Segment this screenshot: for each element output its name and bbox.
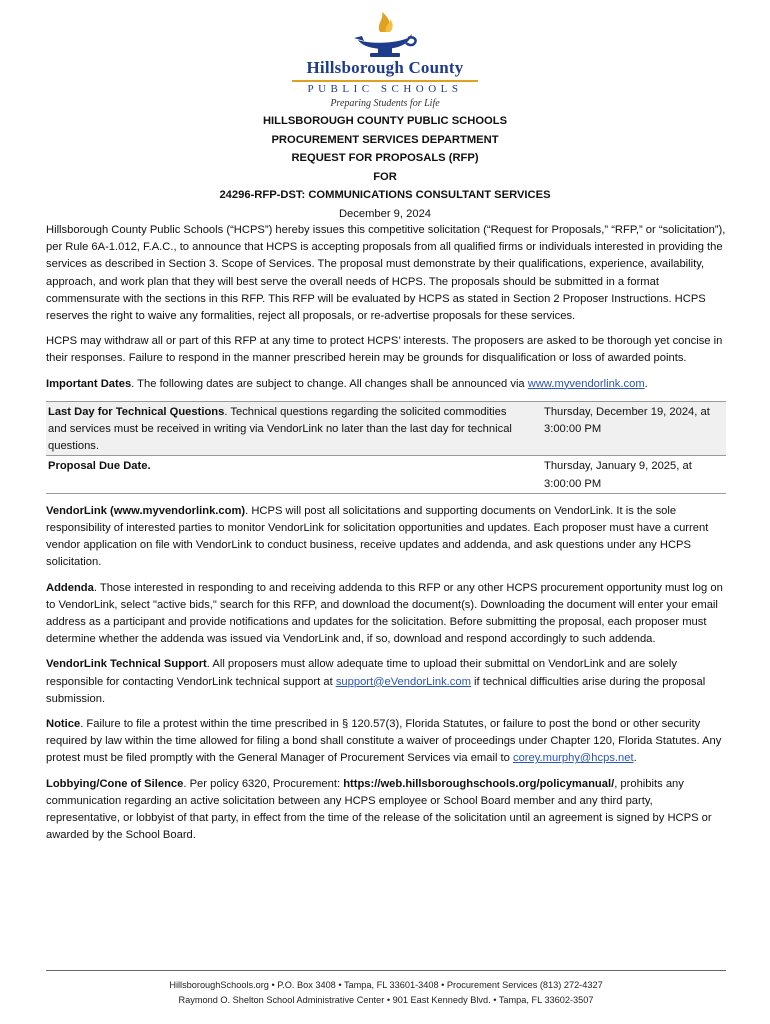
procurement-email-link[interactable]: corey.murphy@hcps.net <box>512 752 634 765</box>
issue-date: December 9, 2024 <box>338 207 432 220</box>
heading-line-2: PROCUREMENT SERVICES DEPARTMENT <box>271 133 499 146</box>
heading-line-3: REQUEST FOR PROPOSALS (RFP) <box>291 152 479 164</box>
heading-line-5: 24296-RFP-DST: COMMUNICATIONS CONSULTANT SERVICES <box>219 189 551 201</box>
notice-text: . Failure to file a protest within the time prescribed in § 120.57(3), Florida Statutes, or failure to post the bond or other security required by law within the time allowed for filing a bond shall constitute a waiver of proceedings under Chapter 120, Florida Statutes. Any protest must be filed promptly with the General Manager of Procurement Services via email to <box>46 718 722 765</box>
notice-label: Notice <box>46 718 81 731</box>
lamp-of-learning-icon <box>350 10 420 60</box>
technical-questions-text: . Technical questions regarding the solicited commodities and services must be received in writing via VendorLink no later than the last day for technical questions. <box>48 405 512 453</box>
logo-divider <box>292 80 478 82</box>
important-dates-label: Important Dates <box>46 377 132 390</box>
lobbying-text-1: . Per policy 6320, Procurement: <box>183 777 344 790</box>
technical-support-label: VendorLink Technical Support <box>46 658 207 671</box>
intro-paragraph-1: Hillsborough County Public Schools (“HCPS”) hereby issues this competitive solicitation (“Request for Proposals,” “RFP,” or “solicitation”), per Rule 6A-1.012, F.A.C., to announce that HCPS is accepting proposals from all qualified firms or individuals interested in providing the services as described in Section 3. Scope of Services. The proposal must demonstrate by their qualifications, experience, availability, approach, and work plan that they will best serve the overall needs of HCPS. The proposals should be submitted in a format commensurate with the sections in this RFP. This RFP will be evaluated by HCPS as stated in Section 2 Proposer Instructions. HCPS reserves the right to waive any formalities, reject all proposals, or re-advertise proposals for these services. <box>46 224 726 323</box>
technical-support-end: if technical difficulties arise during the proposal submission. <box>46 675 706 705</box>
intro-paragraph-2: HCPS may withdraw all or part of this RFP at any time to protect HCPS’ interests. The proposers are asked to be thorough yet concise in their responses. Failure to respond in the manner prescribed herein may be grounds for disqualification or loss of awarded points. <box>46 335 723 365</box>
lobbying-text-2: , prohibits any communication regarding an active solicitation between any HCPS employee or School Board member and any third party, representative, or lobbyist of that party, in effect from the time of the release of the solicitation until an agreement is signed by HCPS or awarded by the School Board. <box>46 777 712 842</box>
proposal-due-cell <box>46 456 542 493</box>
important-dates-paragraph <box>46 376 726 393</box>
addenda-text: . Those interested in responding to and receiving addenda to this RFP or any other HCPS procurement opportunity must log on to VendorLink, select "active bids," search for this RFP, and download the document(s). Downloading the document will enter your email address as a participant and provide notifications and updates for the solicitation. Before submitting the proposal, each proposer must determine whether the addenda was issued via VendorLink and, if so, download and respond accordingly to such addenda. <box>46 581 723 646</box>
lobbying-label: Lobbying/Cone of Silence <box>46 777 184 790</box>
logo-subtitle: PUBLIC SCHOOLS <box>307 83 463 95</box>
logo-wordmark: Hillsborough County <box>306 58 464 77</box>
table-row <box>46 401 726 456</box>
footer-address-line-2: Raymond O. Shelton School Administrative Center • 901 East Kennedy Blvd. • Tampa, FL 33602-3507 <box>178 995 594 1005</box>
vendorlink-text: . HCPS will post all solicitations and supporting documents on VendorLink. It is the sole responsibility of interested parties to monitor VendorLink for solicitation opportunities and updates. Each proposer must have a current vendor application on file with VendorLink to conduct business, receive updates and addenda, and ask questions under any HCPS solicitation. <box>46 504 709 569</box>
vendorlink-paragraph <box>46 503 726 572</box>
logo-tagline: Preparing Students for Life <box>330 98 440 109</box>
notice-end: . <box>633 752 637 765</box>
proposal-due-date: Thursday, January 9, 2025, at 3:00:00 PM <box>542 456 726 493</box>
page-footer <box>46 970 726 1008</box>
addenda-label: Addenda <box>46 581 94 594</box>
technical-support-paragraph <box>46 656 726 708</box>
notice-paragraph <box>46 716 726 768</box>
technical-support-text: . All proposers must allow adequate time to upload their submittal on VendorLink and are solely responsible for contacting VendorLink technical support at <box>46 658 677 688</box>
technical-questions-cell <box>46 401 542 456</box>
important-dates-table <box>46 401 726 494</box>
document-body <box>46 222 726 853</box>
vendorlink-url-link[interactable]: www.myvendorlink.com <box>527 377 645 390</box>
proposal-due-label: Proposal Due Date. <box>48 460 151 473</box>
lobbying-paragraph <box>46 776 726 845</box>
policy-manual-url: https://web.hillsboroughschools.org/policymanual/ <box>343 777 615 790</box>
addenda-paragraph <box>46 580 726 649</box>
footer-address-line-1: HillsboroughSchools.org • P.O. Box 3408 • Tampa, FL 33601-3408 • Procurement Services (813) 272-4327 <box>169 980 603 990</box>
important-dates-end: . <box>644 377 648 390</box>
important-dates-text: . The following dates are subject to change. All changes shall be announced via <box>131 377 528 390</box>
heading-line-4: FOR <box>373 170 397 183</box>
table-row <box>46 456 726 493</box>
technical-questions-label: Last Day for Technical Questions <box>48 405 225 418</box>
technical-questions-date: Thursday, December 19, 2024, at 3:00:00 PM <box>542 401 726 456</box>
heading-line-1: HILLSBOROUGH COUNTY PUBLIC SCHOOLS <box>262 115 508 127</box>
hcps-logo <box>280 10 490 109</box>
vendorlink-label: VendorLink (www.myvendorlink.com) <box>46 504 246 517</box>
document-heading <box>0 112 770 223</box>
support-email-link[interactable]: support@eVendorLink.com <box>335 675 471 688</box>
